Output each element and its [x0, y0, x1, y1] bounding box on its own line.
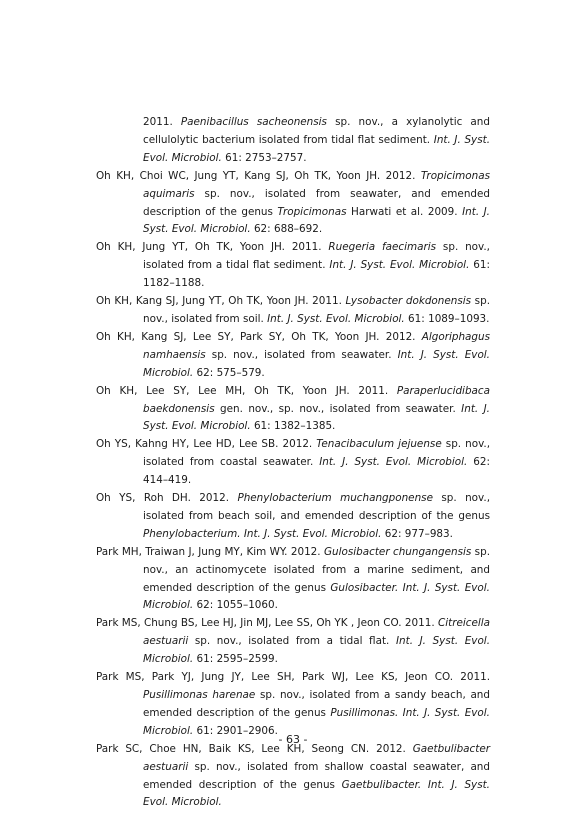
reference-text: Park MS, Chung BS, Lee HJ, Jin MJ, Lee SS, Oh YK , Jeon CO. 2011. — [96, 617, 438, 630]
reference-text: 61: 2753–2757. — [221, 151, 307, 164]
reference-text: Oh YS, Roh DH. 2012. — [96, 492, 238, 505]
reference-text: 61: 1089–1093. — [404, 312, 490, 325]
reference-italic-text: Ruegeria faecimaris — [328, 241, 437, 254]
reference-italic-text: Tropicimonas — [277, 205, 347, 218]
reference-text: 61: 2901–2906. — [193, 724, 278, 737]
reference-italic-text: Int. J. Syst. Evol. Microbiol. — [329, 259, 470, 272]
reference-italic-text: Int. J. Syst. Evol. Microbiol. — [143, 133, 490, 164]
reference-entry — [96, 114, 490, 168]
reference-italic-text: Int. J. Syst. Evol. Microbiol. — [319, 456, 468, 469]
reference-text: Oh KH, Lee SY, Lee MH, Oh TK, Yoon JH. 2011. — [96, 384, 397, 397]
reference-italic-text: Gulosibacter. Int. J. Syst. Evol. Microbiol. — [143, 581, 490, 612]
reference-text: gen. nov., sp. nov., isolated from seawater. — [214, 402, 462, 415]
reference-entry — [96, 168, 490, 240]
reference-text: 62: 977–983. — [381, 527, 453, 540]
reference-entry — [96, 293, 490, 329]
reference-text: sp. nov., isolated from seawater, and emended description of the genus — [143, 187, 490, 218]
reference-italic-text: Int. J. Syst. Evol. Microbiol. — [143, 635, 490, 666]
reference-italic-text: Tropicimonas aquimaris — [143, 169, 490, 200]
reference-text: Oh KH, Choi WC, Jung YT, Kang SJ, Oh TK, Yoon JH. 2012. — [96, 169, 421, 182]
reference-text: sp. nov., an actinomycete isolated from a marine sediment, and emended description of the genus — [143, 545, 490, 594]
reference-text: Oh YS, Kahng HY, Lee HD, Lee SB. 2012. — [96, 438, 317, 451]
reference-text: sp. nov., isolated from a sandy beach, and emended description of the genus — [143, 689, 490, 719]
reference-italic-text: Gulosibacter chungangensis — [324, 545, 472, 558]
reference-text: 62: 688–692. — [250, 223, 323, 236]
reference-italic-text: Gaetbulibacter aestuarii — [143, 742, 490, 773]
reference-entry — [96, 383, 490, 437]
reference-text: sp. nov., isolated from beach soil, and emended description of the genus — [143, 492, 490, 522]
reference-text: Park MS, Park YJ, Jung JY, Lee SH, Park WJ, Lee KS, Jeon CO. 2011. — [96, 671, 490, 684]
reference-text: Harwati et al. 2009. — [346, 205, 463, 218]
reference-entry — [96, 329, 490, 383]
reference-text: 61: 2595–2599. — [193, 653, 278, 666]
reference-italic-text: Tenacibaculum jejuense — [316, 438, 442, 451]
reference-text: sp. nov., a xylanolytic and cellulolytic bacterium isolated from tidal flat sediment. — [143, 116, 490, 146]
reference-entry — [96, 239, 490, 293]
reference-italic-text: Phenylobacterium. Int. J. Syst. Evol. Microbiol. — [143, 527, 382, 540]
reference-text: Park MH, Traiwan J, Jung MY, Kim WY. 2012. — [96, 545, 324, 558]
page-number: - 63 - — [278, 733, 308, 746]
reference-text: 62: 1055–1060. — [193, 599, 278, 612]
reference-text: 62: 414–419. — [143, 456, 490, 487]
reference-text: 62: 575–579. — [193, 366, 265, 379]
reference-entry — [96, 741, 490, 813]
reference-italic-text: Int. J. Syst. Evol. Microbiol. — [267, 312, 405, 325]
reference-text: sp. nov., isolated from shallow coastal seawater, and emended description of the genus — [143, 760, 490, 791]
reference-italic-text: Phenylobacterium muchangponense — [237, 492, 433, 505]
reference-italic-text: Int. J. Syst. Evol. Microbiol. — [143, 205, 490, 236]
reference-entry — [96, 436, 490, 490]
reference-italic-text: Pusillimonas. Int. J. Syst. Evol. Microbiol. — [143, 706, 490, 737]
reference-italic-text: Citreicella aestuarii — [143, 617, 490, 648]
reference-entry — [96, 615, 490, 669]
reference-text: 61: 1382–1385. — [250, 420, 336, 433]
reference-text: 2011. — [143, 116, 181, 128]
reference-text: sp. nov., isolated from seawater. — [205, 348, 398, 361]
reference-italic-text: Paraperlucidibaca baekdonensis — [143, 384, 490, 415]
reference-italic-text: Gaetbulibacter. Int. J. Syst. Evol. Microbiol. — [143, 778, 490, 809]
reference-list — [96, 114, 490, 812]
reference-text: 61: 1182–1188. — [143, 259, 490, 290]
reference-italic-text: Pusillimonas harenae — [143, 689, 256, 701]
reference-text: Oh KH, Kang SJ, Jung YT, Oh TK, Yoon JH. 2011. — [96, 295, 346, 308]
reference-text: Park SC, Choe HN, Baik KS, Lee KH, Seong CN. 2012. — [96, 742, 413, 755]
reference-text: sp. nov., isolated from soil. — [143, 295, 490, 325]
reference-entry — [96, 669, 490, 741]
reference-text: sp. nov., isolated from a tidal flat. — [188, 635, 396, 648]
reference-italic-text: Lysobacter dokdonensis — [345, 295, 472, 308]
reference-entry — [96, 544, 490, 616]
reference-text: sp. nov., isolated from coastal seawater. — [143, 438, 491, 469]
reference-text: Oh KH, Kang SJ, Lee SY, Park SY, Oh TK, Yoon JH. 2012. — [96, 330, 422, 343]
reference-entry — [96, 490, 490, 544]
reference-text: sp. nov., isolated from a tidal flat sediment. — [143, 241, 490, 272]
reference-italic-text: Int. J. Syst. Evol. Microbiol. — [143, 402, 490, 433]
reference-italic-text: Int. J. Syst. Evol. Microbiol. — [143, 348, 490, 379]
reference-italic-text: Paenibacillus sacheonensis — [180, 116, 327, 128]
reference-italic-text: Algoriphagus namhaensis — [143, 330, 490, 361]
reference-text: Oh KH, Jung YT, Oh TK, Yoon JH. 2011. — [96, 241, 329, 254]
